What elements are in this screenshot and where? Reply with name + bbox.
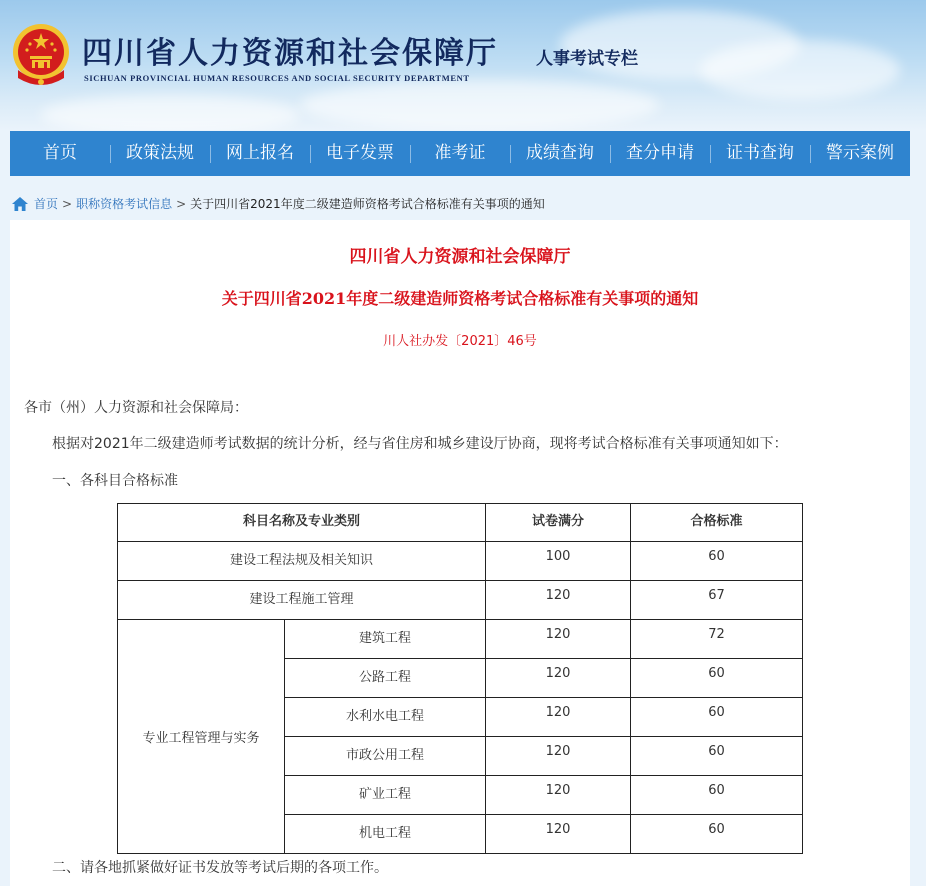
header-subject: 科目名称及专业类别 xyxy=(118,504,486,542)
specialty-cell: 机电工程 xyxy=(285,815,486,854)
pass-standard-table xyxy=(117,503,803,854)
salutation: 各市（州）人力资源和社会保障局： xyxy=(24,400,248,416)
header-pass-score: 合格标准 xyxy=(631,504,803,542)
breadcrumb xyxy=(10,192,910,216)
section-2-paragraph: 二、请各地抓紧做好证书发放等考试后期的各项工作。 xyxy=(52,860,388,876)
national-emblem-icon xyxy=(10,22,72,88)
pass-score-cell: 72 xyxy=(631,620,803,659)
subject-cell: 建设工程法规及相关知识 xyxy=(118,542,486,581)
nav-item-score-query[interactable]: 成绩查询 xyxy=(510,131,610,176)
specialty-cell: 公路工程 xyxy=(285,659,486,698)
pass-score-cell: 60 xyxy=(631,776,803,815)
header-full-score: 试卷满分 xyxy=(486,504,631,542)
site-header xyxy=(0,0,926,130)
pass-score-cell: 60 xyxy=(631,737,803,776)
article-org: 四川省人力资源和社会保障厅 xyxy=(349,247,571,267)
nav-item-e-invoice[interactable]: 电子发票 xyxy=(310,131,410,176)
breadcrumb-separator: > xyxy=(176,197,187,211)
full-score-cell: 120 xyxy=(486,581,631,620)
specialty-cell: 矿业工程 xyxy=(285,776,486,815)
pass-score-cell: 67 xyxy=(631,581,803,620)
column-name: 人事考试专栏 xyxy=(536,49,638,69)
intro-paragraph: 根据对2021年二级建造师考试数据的统计分析，经与省住房和城乡建设厅协商，现将考试合格标准有关事项通知如下： xyxy=(52,436,788,452)
table-row xyxy=(118,581,803,620)
specialty-cell: 水利水电工程 xyxy=(285,698,486,737)
main-nav xyxy=(10,131,910,176)
breadcrumb-home[interactable]: 首页 xyxy=(34,197,59,211)
full-score-cell: 120 xyxy=(486,659,631,698)
site-subtitle: SICHUAN PROVINCIAL HUMAN RESOURCES AND SOCIAL SECURITY DEPARTMENT xyxy=(84,73,470,83)
full-score-cell: 120 xyxy=(486,620,631,659)
section-1-heading: 一、各科目合格标准 xyxy=(52,473,178,489)
nav-item-admission-ticket[interactable]: 准考证 xyxy=(410,131,510,176)
home-icon[interactable] xyxy=(12,197,28,211)
breadcrumb-separator: > xyxy=(62,197,73,211)
article-title: 关于四川省2021年度二级建造师资格考试合格标准有关事项的通知 xyxy=(221,289,699,308)
pass-score-cell: 60 xyxy=(631,815,803,854)
full-score-cell: 120 xyxy=(486,815,631,854)
breadcrumb-current: 关于四川省2021年度二级建造师资格考试合格标准有关事项的通知 xyxy=(190,197,545,211)
pass-score-cell: 60 xyxy=(631,698,803,737)
pass-score-cell: 60 xyxy=(631,542,803,581)
nav-item-certificate-query[interactable]: 证书查询 xyxy=(710,131,810,176)
full-score-cell: 120 xyxy=(486,776,631,815)
table-header-row xyxy=(118,504,803,542)
nav-item-score-review[interactable]: 查分申请 xyxy=(610,131,710,176)
table-row xyxy=(118,542,803,581)
breadcrumb-category[interactable]: 职称资格考试信息 xyxy=(76,197,173,211)
nav-item-warning-cases[interactable]: 警示案例 xyxy=(810,131,910,176)
pass-score-cell: 60 xyxy=(631,659,803,698)
specialty-cell: 建筑工程 xyxy=(285,620,486,659)
group-subject-cell: 专业工程管理与实务 xyxy=(118,620,285,854)
subject-cell: 建设工程施工管理 xyxy=(118,581,486,620)
specialty-cell: 市政公用工程 xyxy=(285,737,486,776)
full-score-cell: 120 xyxy=(486,698,631,737)
article-content xyxy=(10,220,910,886)
site-title: 四川省人力资源和社会保障厅 xyxy=(82,36,498,71)
nav-item-policy[interactable]: 政策法规 xyxy=(110,131,210,176)
nav-item-online-registration[interactable]: 网上报名 xyxy=(210,131,310,176)
full-score-cell: 100 xyxy=(486,542,631,581)
table-row xyxy=(118,620,803,659)
nav-item-home[interactable]: 首页 xyxy=(43,143,77,163)
full-score-cell: 120 xyxy=(486,737,631,776)
document-number: 川人社办发〔2021〕46号 xyxy=(383,334,537,349)
